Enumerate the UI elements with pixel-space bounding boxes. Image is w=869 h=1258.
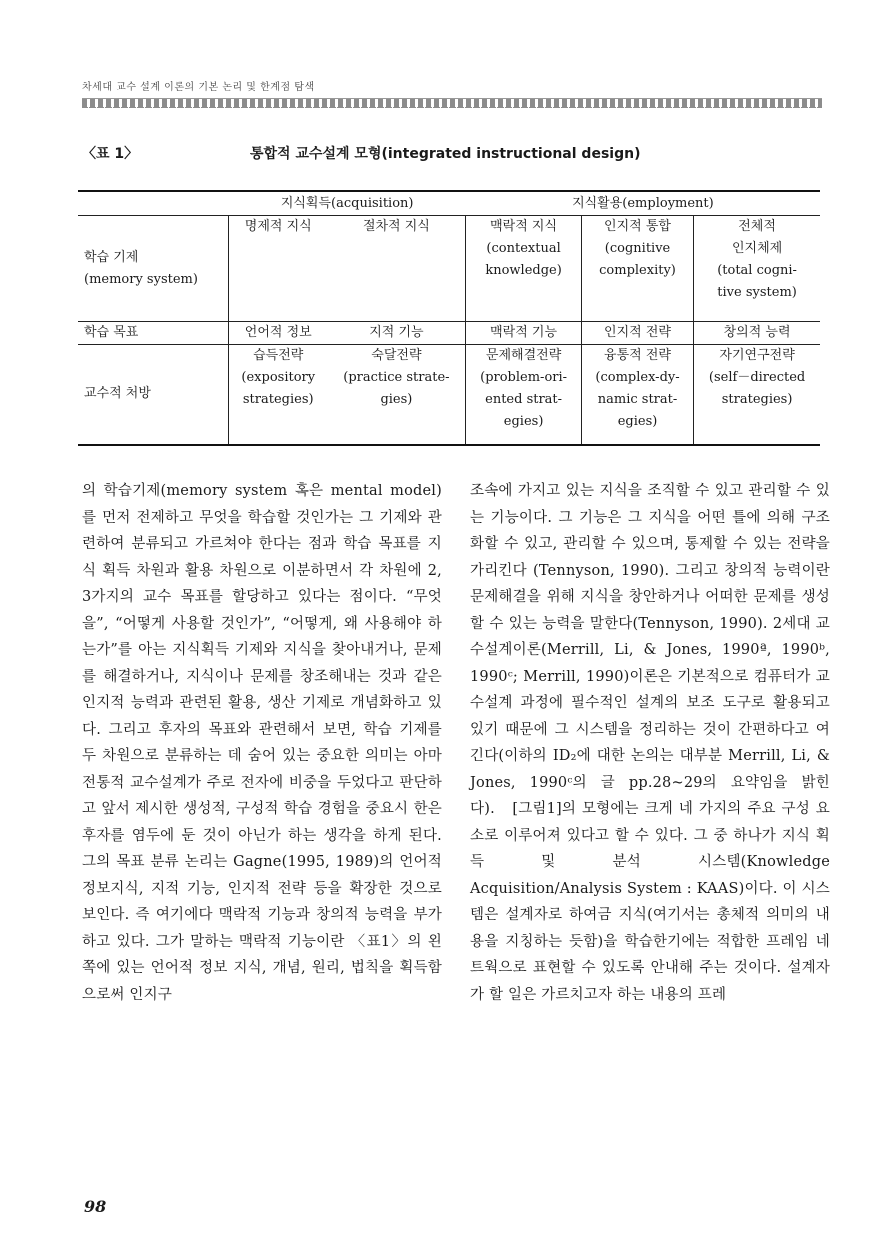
body-text-left-column: 의 학습기제(memory system 혹은 mental model)를 먼저 전제하고 무엇을 학습할 것인가는 그 기제와 관련하여 분류되고 가르쳐야 한다는 점과 학습 목표를 지식 획득 차원과 활용 차원으로 이분하면서 각 차원에 2, 3가지의 교수 목표를 할당하고 있다는 점이다. “무엇을”, “어떻게 사용할 것인가”, “어떻게, 왜 사용해야 하는가”를 아는 지식획득 기제와 지식을 찾아내거나, 문제를 해결하거나, 지식이나 문제를 창조해내는 것과 같은 인지적 능력과 관련된 활용, 생산 기제로 개념화하고 있다. 그리고 후자의 목표와 관련해서 보면, 학습 기제를 두 차원으로 분류하는 데 숨어 있는 중요한 의미는 아마 전통적 교수설계가 주로 전자에 비중을 두었다고 판단하고 앞서 제시한 생성적, 구성적 학습 경험을 중요시 한은 후자를 염두에 둔 것이 아닌가 하는 생각을 하게 된다. 그의 목표 분류 논리는 Gagne(1995, 1989)의 언어적 정보지식, 지적 기능, 인지적 전략 등을 확장한 것으로 보인다. 즉 여기에다 맥락적 기능과 창의적 능력을 부가하고 있다. 그가 말하는 맥락적 기능이란 〈표1〉의 왼쪽에 있는 언어적 정보 지식, 개념, 원리, 법칙을 획득함으로써 인지구 (82, 483, 442, 1003)
table-cell: 명제적 지식 (229, 216, 328, 322)
table-cell: 맥락적 지식 (contextual knowledge) (466, 216, 582, 322)
table-cell: 인지적 통합 (cognitive complexity) (581, 216, 693, 322)
row-header-memory-system: 학습 기제 (memory system) (84, 249, 198, 287)
table-cell: 문제해결전략 (problem-ori- ented strat- egies) (466, 345, 582, 445)
body-text-right-column: 조속에 가지고 있는 지식을 조직할 수 있고 관리할 수 있는 기능이다. 그 기능은 그 지식을 어떤 틀에 의해 구조화할 수 있고, 관리할 수 있으며, 통제할 수 있는 전략을 가리킨다 (Tennyson, 1990). 그리고 창의적 능력이란 문제해결을 위해 지식을 창안하거나 어떠한 문제를 생성할 수 있는 능력을 말한다(Tennyson, 1990). 2세대 교수설계이론(Merrill, Li, & Jones, 1990ª, 1990ᵇ, 1990ᶜ; Merrill, 1990)이론은 기본적으로 컴퓨터가 교수설계 과정에 필수적인 설계의 보조 도구로 활용되고 있기 때문에 그 시스템을 정리하는 것이 간편하다고 여긴다(이하의 ID₂에 대한 논의는 대부분 Merrill, Li, & Jones, 1990ᶜ의 글 pp.28~29의 요약임을 밝힌다). [그림1]의 모형에는 크게 네 가지의 주요 구성 요소로 이루어져 있다고 할 수 있다. 그 중 하나가 지식 획득 및 분석 시스템(Knowledge Acquisition/Analysis System : KAAS)이다. 이 시스템은 설계자로 하여금 지식(여기서는 총체적 의미의 내용을 지칭하는 듯함)을 학습한기에는 적합한 프레임 네트웍으로 표현할 수 있도록 안내해 주는 것이다. 설계자가 할 일은 가르치고자 하는 내용의 프레 (470, 483, 830, 1003)
group-header-acquisition: 지식획득(acquisition) (229, 191, 466, 216)
running-head: 차세대 교수 설계 이론의 기본 논리 및 한계점 탐색 (82, 82, 315, 93)
table-cell: 절차적 지식 (362, 219, 430, 234)
table-cell: 자기연구전략 (self－directed strategies) (694, 345, 820, 445)
table-corner (78, 191, 229, 216)
instructional-design-table (78, 190, 820, 446)
row-header-learning-goal: 학습 목표 (78, 322, 229, 345)
table-cell: 창의적 능력 (694, 322, 820, 345)
table-cell: 전체적 인지체제 (total cogni- tive system) (694, 216, 820, 322)
table-cell: 숙달전략 (practice strate- gies) (328, 345, 466, 445)
table-cell: 인지적 전략 (581, 322, 693, 345)
table-cell: 맥락적 기능 (466, 322, 582, 345)
table-title: 통합적 교수설계 모형(integrated instructional design) (250, 146, 641, 162)
table-cell: 언어적 정보 (229, 322, 328, 345)
table-cell: 습득전략 (expository strategies) (229, 345, 328, 445)
row-header-prescription: 교수적 처방 (78, 345, 229, 445)
table-label: 〈표 1〉 (82, 146, 139, 162)
header-rule (82, 98, 822, 108)
page-number: 98 (84, 1197, 107, 1216)
group-header-employment: 지식활용(employment) (466, 191, 820, 216)
table-cell: 지적 기능 (328, 322, 466, 345)
table-cell: 융통적 전략 (complex-dy- namic strat- egies) (581, 345, 693, 445)
